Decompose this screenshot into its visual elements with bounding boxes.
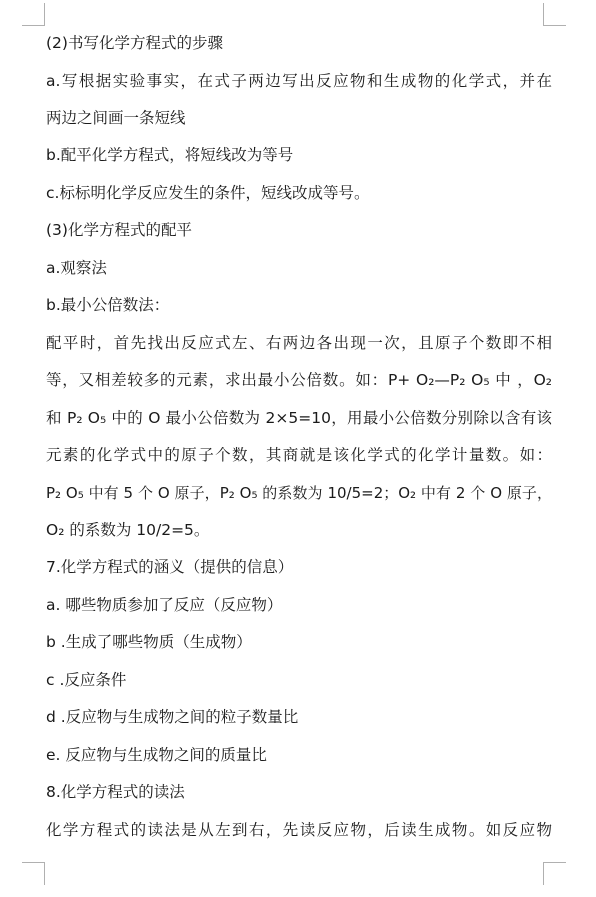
meaning-d: d .反应物与生成物之间的粒子数量比 (46, 708, 299, 726)
lcm-paragraph-line-2: 等，又相差较多的元素，求出最小公倍数。如：P+ O₂—P₂ O₅ 中 ，O₂ (46, 371, 552, 389)
lcm-paragraph-line-5: P₂ O₅ 中有 5 个 O 原子，P₂ O₅ 的系数为 10/5=2；O₂ 中有 2 个 O 原子， (46, 484, 552, 502)
lcm-paragraph-line-4: 元素的化学式中的原子个数，其商就是该化学式的化学计量数。如： (46, 446, 552, 464)
lcm-paragraph-line-1: 配平时，首先找出反应式左、右两边各出现一次，且原子个数即不相 (46, 334, 552, 352)
step-a-text-cont: 两边之间画一条短线 (46, 109, 186, 127)
meaning-a: a. 哪些物质参加了反应（反应物） (46, 596, 283, 614)
lcm-paragraph-line-3: 和 P₂ O₅ 中的 O 最小公倍数为 2×5=10，用最小公倍数分别除以含有该 (46, 409, 552, 427)
corner-mark-top-right (543, 3, 566, 26)
reading-paragraph-line-1: 化学方程式的读法是从左到右，先读反应物，后读生成物。如反应物 (46, 821, 552, 839)
corner-mark-bottom-right (543, 862, 566, 885)
corner-mark-top-left (22, 3, 45, 26)
heading-equation-writing-steps: (2)书写化学方程式的步骤 (46, 34, 223, 52)
step-c-text: c.标标明化学反应发生的条件，短线改成等号。 (46, 184, 370, 202)
heading-equation-meaning: 7.化学方程式的涵义（提供的信息） (46, 558, 294, 576)
corner-mark-bottom-left (22, 862, 45, 885)
method-a-observation: a.观察法 (46, 259, 107, 277)
meaning-e: e. 反应物与生成物之间的质量比 (46, 746, 267, 764)
heading-equation-reading: 8.化学方程式的读法 (46, 783, 185, 801)
method-b-lcm: b.最小公倍数法： (46, 296, 170, 314)
lcm-paragraph-line-6: O₂ 的系数为 10/2=5。 (46, 521, 210, 539)
heading-equation-balancing: (3)化学方程式的配平 (46, 221, 192, 239)
step-b-text: b.配平化学方程式，将短线改为等号 (46, 146, 294, 164)
step-a-text: a.写根据实验事实，在式子两边写出反应物和生成物的化学式，并在 (46, 72, 552, 90)
meaning-b: b .生成了哪些物质（生成物） (46, 633, 252, 651)
meaning-c: c .反应条件 (46, 671, 127, 689)
